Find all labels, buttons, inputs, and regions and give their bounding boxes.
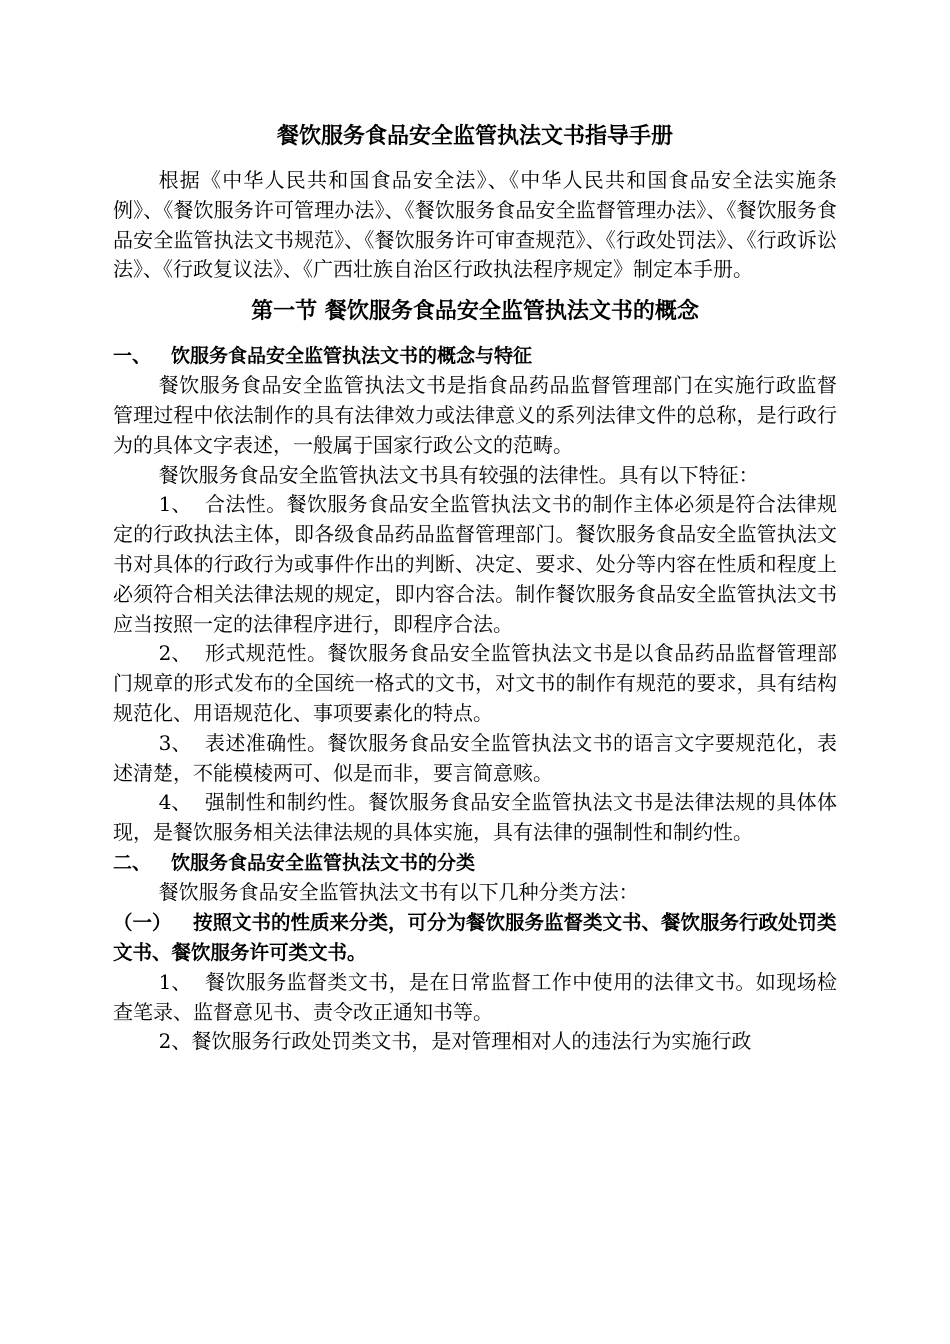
list-item-enforcement xyxy=(113,788,837,848)
list-item-text: 强制性和制约性。餐饮服务食品安全监管执法文书是法律法规的具体体现，是餐饮服务相关法律法规的具体实施，具有法律的强制性和制约性。 xyxy=(113,790,837,845)
document-title: 餐饮服务食品安全监管执法文书指导手册 xyxy=(276,124,673,149)
heading-number: 二、 xyxy=(113,851,152,874)
list-item-text: 形式规范性。餐饮服务食品安全监管执法文书是以食品药品监督管理部门规章的形式发布的全国统一格式的文书，对文书的制作有规范的要求，具有结构规范化、用语规范化、事项要素化的特点。 xyxy=(113,641,837,725)
subheading-text: 按照文书的性质来分类，可分为餐饮服务监督类文书、餐饮服务行政处罚类文书、餐饮服务许可类文书。 xyxy=(113,910,837,964)
subheading-number: （一） xyxy=(113,910,172,934)
heading-classification xyxy=(113,848,837,878)
list-item-legality xyxy=(113,490,837,639)
section-title: 第一节 餐饮服务食品安全监管执法文书的概念 xyxy=(251,299,699,325)
list-item-supervision-docs xyxy=(113,968,837,1028)
intro-paragraph: 根据《中华人民共和国食品安全法》、《中华人民共和国食品安全法实施条例》、《餐饮服务许可管理办法》、《餐饮服务食品安全监督管理办法》、《餐饮服务食品安全监管执法文书规范》、《餐饮服务许可审查规范》、《行政处罚法》、《行政诉讼法》、《行政复议法》、《广西壮族自治区行政执法程序规定》制定本手册。 xyxy=(113,168,837,282)
heading-concept xyxy=(113,341,837,371)
list-item-number: 1、 xyxy=(158,492,192,517)
subheading-by-nature xyxy=(113,908,837,968)
paragraph-definition: 餐饮服务食品安全监管执法文书是指食品药品监督管理部门在实施行政监督管理过程中依法制作的具有法律效力或法律意义的系列法律文件的总称，是行政行为的具体文字表述，一般属于国家行政公文的范畴。 xyxy=(113,373,837,457)
document-page xyxy=(113,120,837,1057)
list-item-form xyxy=(113,639,837,728)
list-item-accuracy xyxy=(113,729,837,789)
heading-number: 一、 xyxy=(113,345,152,368)
list-item-number: 2、 xyxy=(158,641,192,666)
heading-text: 饮服务食品安全监管执法文书的分类 xyxy=(171,851,476,874)
list-item-text: 表述准确性。餐饮服务食品安全监管执法文书的语言文字要规范化，表述清楚，不能模棱两可、似是而非，要言简意赅。 xyxy=(113,730,837,785)
paragraph-classification-methods: 餐饮服务食品安全监管执法文书有以下几种分类方法： xyxy=(158,879,639,904)
list-item-number: 3、 xyxy=(158,730,192,755)
heading-text: 饮服务食品安全监管执法文书的概念与特征 xyxy=(171,345,533,368)
list-item-penalty-docs: 2、餐饮服务行政处罚类文书，是对管理相对人的违法行为实施行政 xyxy=(158,1029,752,1054)
list-item-number: 1、 xyxy=(158,969,192,994)
list-item-text: 餐饮服务监督类文书，是在日常监督工作中使用的法律文书。如现场检查笔录、监督意见书、责令改正通知书等。 xyxy=(113,969,837,1024)
list-item-text: 合法性。餐饮服务食品安全监管执法文书的制作主体必须是符合法律规定的行政执法主体，即各级食品药品监督管理部门。餐饮服务食品安全监管执法文书对具体的行政行为或事件作出的判断、决定、要求、处分等内容在性质和程度上必须符合相关法律法规的规定，即内容合法。制作餐饮服务食品安全监管执法文书应当按照一定的法律程序进行，即程序合法。 xyxy=(113,492,837,636)
list-item-number: 4、 xyxy=(158,790,192,815)
paragraph-features: 餐饮服务食品安全监管执法文书具有较强的法律性。具有以下特征： xyxy=(158,462,759,487)
